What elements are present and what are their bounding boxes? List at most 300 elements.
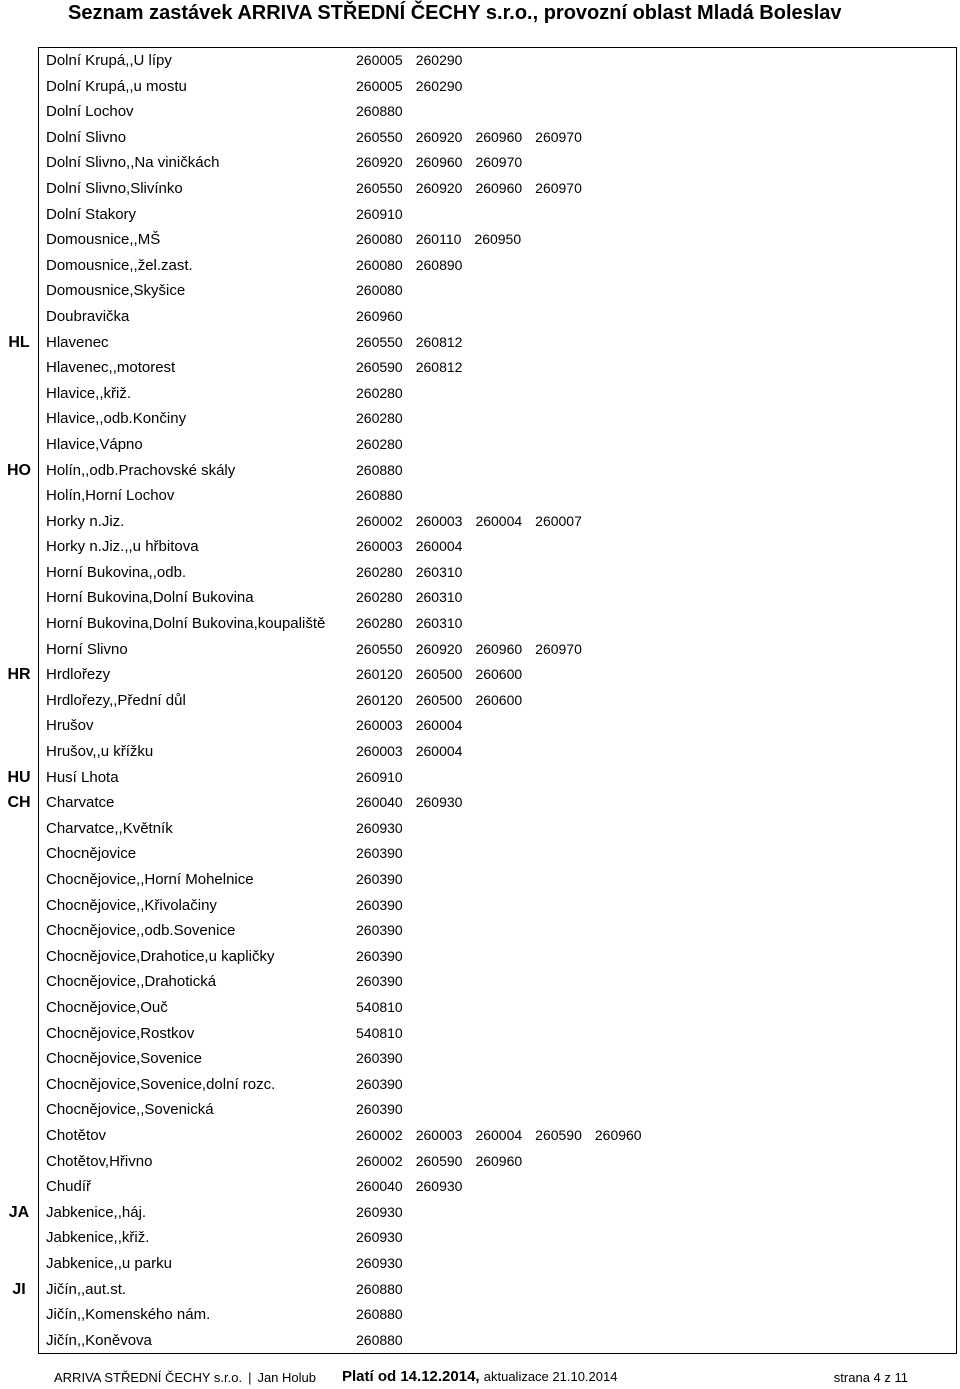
- list-item: [0, 202, 960, 228]
- stop-name: Dolní Lochov: [46, 103, 134, 121]
- line-numbers: [356, 304, 416, 330]
- section-letter: [0, 125, 38, 151]
- line-numbers: [356, 48, 475, 74]
- line-number: 260310: [415, 589, 463, 606]
- line-number: 260280: [356, 589, 403, 606]
- section-letter: [0, 304, 38, 330]
- line-number: 260970: [475, 154, 523, 171]
- line-number: 260280: [356, 410, 403, 427]
- list-item: [0, 125, 960, 151]
- section-letter: [0, 227, 38, 253]
- section-letter: [0, 841, 38, 867]
- stop-name: Chotětov,Hřivno: [46, 1152, 153, 1170]
- stop-name: Chocnějovice,Sovenice: [46, 1050, 202, 1068]
- line-number: 260960: [475, 640, 523, 657]
- line-number: 260390: [356, 896, 403, 913]
- list-item: [0, 688, 960, 714]
- line-number: 260005: [356, 77, 403, 94]
- line-numbers: [356, 1251, 416, 1277]
- line-numbers: [356, 381, 416, 407]
- stop-name: Hrušov,,u křížku: [46, 743, 154, 761]
- line-numbers: [356, 918, 416, 944]
- line-number: 260390: [356, 1101, 403, 1118]
- stop-name: Jabkenice,,u parku: [46, 1254, 172, 1272]
- section-letter: [0, 816, 38, 842]
- page-number: strana 4 z 11: [833, 1370, 908, 1385]
- line-number: 260550: [356, 640, 403, 657]
- stop-name: Holín,Horní Lochov: [46, 487, 175, 505]
- stop-name: Charvatce: [46, 794, 115, 812]
- line-numbers: [356, 662, 535, 688]
- list-item: [0, 560, 960, 586]
- list-item: [0, 1097, 960, 1123]
- line-number: 260390: [356, 973, 403, 990]
- list-item: [0, 176, 960, 202]
- section-letter: [0, 637, 38, 663]
- list-item: [0, 458, 960, 484]
- line-numbers: [356, 483, 416, 509]
- stop-name: Holín,,odb.Prachovské skály: [46, 461, 236, 479]
- list-item: [0, 150, 960, 176]
- stop-name: Hrdlořezy,,Přední důl: [46, 691, 186, 709]
- section-letter: [0, 48, 38, 74]
- section-letter: [0, 1251, 38, 1277]
- line-number: 260500: [415, 691, 463, 708]
- section-letter: [0, 1302, 38, 1328]
- list-item: [0, 253, 960, 279]
- line-number: 260550: [356, 179, 403, 196]
- line-number: 260550: [356, 333, 403, 350]
- line-number: 260910: [356, 205, 403, 222]
- line-number: 260002: [356, 512, 403, 529]
- section-letter: [0, 944, 38, 970]
- section-letter: [0, 406, 38, 432]
- footer-left: [54, 1370, 316, 1388]
- list-item: [0, 355, 960, 381]
- section-letter: [0, 1149, 38, 1175]
- line-number: 260890: [415, 256, 463, 273]
- line-numbers: [356, 509, 595, 535]
- line-numbers: [356, 1097, 416, 1123]
- section-letter: JI: [12, 1280, 26, 1298]
- stop-name: Dolní Slivno,Slivínko: [46, 179, 183, 197]
- list-item: [0, 304, 960, 330]
- section-letter: [0, 867, 38, 893]
- section-letter: [0, 534, 38, 560]
- stop-name: Doubravička: [46, 307, 130, 325]
- list-item: [0, 1225, 960, 1251]
- line-number: 260390: [356, 922, 403, 939]
- section-letter: [0, 381, 38, 407]
- section-letter: JA: [8, 1203, 30, 1221]
- line-numbers: [356, 1046, 416, 1072]
- list-item: [0, 611, 960, 637]
- line-number: 260280: [356, 435, 403, 452]
- line-numbers: [356, 150, 535, 176]
- list-item: [0, 995, 960, 1021]
- list-item: [0, 944, 960, 970]
- line-numbers: [356, 765, 416, 791]
- section-letter: [0, 995, 38, 1021]
- line-number: 260390: [356, 845, 403, 862]
- footer-author: Jan Holub: [257, 1370, 316, 1385]
- list-item: [0, 1277, 960, 1303]
- list-item: [0, 483, 960, 509]
- list-item: [0, 969, 960, 995]
- line-numbers: [356, 176, 595, 202]
- line-number: 260930: [356, 1254, 403, 1271]
- line-number: 260970: [535, 128, 582, 145]
- line-numbers: [356, 841, 416, 867]
- footer-company: ARRIVA STŘEDNÍ ČECHY s.r.o.: [54, 1370, 243, 1385]
- stop-name: Hlavenec: [46, 333, 109, 351]
- line-number: 260310: [415, 563, 463, 580]
- list-item: [0, 867, 960, 893]
- line-numbers: [356, 713, 475, 739]
- line-number: 260930: [356, 1203, 403, 1220]
- line-number: 260590: [415, 1152, 463, 1169]
- line-number: 260120: [356, 666, 403, 683]
- stop-name: Hlavice,Vápno: [46, 435, 143, 453]
- line-numbers: [356, 253, 475, 279]
- list-item: [0, 534, 960, 560]
- list-item: [0, 1021, 960, 1047]
- stop-name: Jičín,,Koněvova: [46, 1331, 152, 1349]
- stop-name: Horní Slivno: [46, 640, 128, 658]
- stop-name: Domousnice,,MŠ: [46, 231, 161, 249]
- line-number: 260080: [356, 256, 403, 273]
- section-letter: [0, 1021, 38, 1047]
- section-letter: [0, 739, 38, 765]
- line-number: 260004: [415, 717, 463, 734]
- line-number: 260960: [475, 1152, 523, 1169]
- list-item: [0, 790, 960, 816]
- section-letter: [0, 1225, 38, 1251]
- stop-name: Chocnějovice,,Drahotická: [46, 973, 217, 991]
- line-numbers: [356, 1149, 535, 1175]
- line-numbers: [356, 432, 416, 458]
- stop-name: Domousnice,,žel.zast.: [46, 256, 193, 274]
- section-letter: [0, 176, 38, 202]
- line-number: 260390: [356, 1050, 403, 1067]
- line-number: 260590: [356, 359, 403, 376]
- stop-name: Jičín,,aut.st.: [46, 1280, 127, 1298]
- stop-name: Dolní Krupá,,u mostu: [46, 77, 187, 95]
- line-number: 260500: [415, 666, 463, 683]
- line-number: 260880: [356, 103, 403, 120]
- line-numbers: [356, 1328, 416, 1354]
- stop-name: Chudíř: [46, 1178, 92, 1196]
- line-numbers: [356, 355, 475, 381]
- line-numbers: [356, 1225, 416, 1251]
- section-letter: [0, 918, 38, 944]
- line-number: 260007: [535, 512, 582, 529]
- list-item: [0, 278, 960, 304]
- line-number: 260880: [356, 1306, 403, 1323]
- line-numbers: [356, 944, 416, 970]
- line-number: 260004: [475, 512, 523, 529]
- stop-name: Chocnějovice,Sovenice,dolní rozc.: [46, 1075, 276, 1093]
- section-letter: HL: [8, 333, 30, 351]
- line-number: 260002: [356, 1152, 403, 1169]
- line-number: 260120: [356, 691, 403, 708]
- line-number: 260590: [535, 1126, 582, 1143]
- line-number: 260960: [594, 1126, 642, 1143]
- stop-name: Chocnějovice: [46, 845, 137, 863]
- line-number: 260920: [415, 179, 463, 196]
- list-item: [0, 637, 960, 663]
- list-item: [0, 509, 960, 535]
- page-title: Seznam zastávek ARRIVA STŘEDNÍ ČECHY s.r.o., provozní oblast Mladá Boleslav: [68, 2, 842, 24]
- section-letter: [0, 688, 38, 714]
- list-item: [0, 432, 960, 458]
- footer-separator: |: [248, 1370, 252, 1385]
- list-item: [0, 585, 960, 611]
- line-numbers: [356, 278, 416, 304]
- stop-name: Chocnějovice,,Křivolačiny: [46, 896, 217, 914]
- line-number: 260600: [475, 691, 523, 708]
- list-item: [0, 713, 960, 739]
- stop-name: Horky n.Jiz.,,u hřbitova: [46, 538, 199, 556]
- line-numbers: [356, 816, 416, 842]
- line-number: 260003: [415, 512, 463, 529]
- list-item: [0, 48, 960, 74]
- stop-name: Dolní Stakory: [46, 205, 137, 223]
- section-letter: [0, 1097, 38, 1123]
- list-item: [0, 765, 960, 791]
- stop-name: Horní Bukovina,Dolní Bukovina: [46, 589, 254, 607]
- section-letter: [0, 611, 38, 637]
- section-letter: [0, 560, 38, 586]
- list-item: [0, 406, 960, 432]
- line-number: 260390: [356, 947, 403, 964]
- section-letter: [0, 150, 38, 176]
- line-number: 260920: [356, 154, 403, 171]
- stop-name: Chocnějovice,,odb.Sovenice: [46, 922, 236, 940]
- section-letter: [0, 1328, 38, 1354]
- stop-name: Domousnice,Skyšice: [46, 282, 186, 300]
- list-item: [0, 227, 960, 253]
- line-number: 260970: [535, 640, 582, 657]
- line-number: 260280: [356, 384, 403, 401]
- stop-name: Chocnějovice,,Horní Mohelnice: [46, 871, 254, 888]
- list-item: [0, 816, 960, 842]
- line-number: 260290: [415, 52, 463, 68]
- section-letter: [0, 355, 38, 381]
- stop-name: Chocnějovice,Rostkov: [46, 1024, 195, 1042]
- section-letter: [0, 278, 38, 304]
- line-number: 260280: [356, 615, 403, 632]
- line-numbers: [356, 688, 535, 714]
- line-numbers: [356, 969, 416, 995]
- stop-name: Chocnějovice,Ouč: [46, 998, 168, 1016]
- section-letter: [0, 483, 38, 509]
- section-letter: [0, 253, 38, 279]
- line-number: 260390: [356, 871, 403, 887]
- line-numbers: [356, 406, 416, 432]
- line-number: 260080: [356, 282, 403, 299]
- line-numbers: [356, 1277, 416, 1303]
- line-number: 260930: [356, 819, 403, 836]
- line-numbers: [356, 611, 475, 637]
- stop-name: Chocnějovice,,Sovenická: [46, 1101, 214, 1119]
- line-numbers: [356, 585, 475, 611]
- line-number: 260550: [356, 128, 403, 145]
- stop-name: Horní Bukovina,,odb.: [46, 563, 187, 581]
- stop-name: Charvatce,,Květník: [46, 819, 173, 837]
- section-letter: HU: [7, 768, 31, 786]
- line-number: 260812: [415, 359, 463, 376]
- section-letter: [0, 1072, 38, 1098]
- line-number: 260930: [356, 1229, 403, 1246]
- footer-validity: [342, 1368, 617, 1385]
- line-number: 260040: [356, 794, 403, 811]
- section-letter: [0, 202, 38, 228]
- line-numbers: [356, 227, 534, 253]
- list-item: [0, 1046, 960, 1072]
- line-number: 260960: [475, 179, 523, 196]
- stop-name: Husí Lhota: [46, 768, 119, 786]
- stop-name: Hrdlořezy: [46, 666, 111, 684]
- list-item: [0, 662, 960, 688]
- stop-name: Hrušov: [46, 717, 94, 735]
- list-item: [0, 1149, 960, 1175]
- list-item: [0, 1251, 960, 1277]
- line-number: 260290: [415, 77, 463, 94]
- line-number: 260600: [475, 666, 523, 683]
- line-number: 260950: [474, 231, 522, 248]
- list-item: [0, 1302, 960, 1328]
- line-number: 260910: [356, 768, 403, 785]
- line-number: 260812: [415, 333, 463, 350]
- line-numbers: [356, 790, 475, 816]
- line-numbers: [356, 1302, 416, 1328]
- line-numbers: [356, 458, 416, 484]
- line-number: 260930: [415, 1178, 463, 1195]
- line-numbers: [356, 1174, 475, 1200]
- list-item: [0, 1072, 960, 1098]
- line-number: 260960: [475, 128, 523, 145]
- section-letter: [0, 74, 38, 100]
- stop-name: Hlavice,,křiž.: [46, 384, 132, 402]
- line-numbers: [356, 560, 475, 586]
- list-item: [0, 1328, 960, 1354]
- line-number: 260310: [415, 615, 463, 632]
- line-numbers: [356, 330, 475, 356]
- line-number: 260930: [415, 794, 463, 811]
- line-numbers: [356, 202, 416, 228]
- line-number: 260880: [356, 461, 403, 478]
- list-item: [0, 739, 960, 765]
- stop-name: Hlavenec,,motorest: [46, 359, 176, 377]
- section-letter: [0, 1123, 38, 1149]
- stop-name: Chocnějovice,Drahotice,u kapličky: [46, 947, 275, 965]
- line-number: 260004: [475, 1126, 523, 1143]
- section-letter: [0, 893, 38, 919]
- line-number: 260110: [415, 231, 462, 248]
- footer-valid-from: Platí od 14.12.2014,: [342, 1368, 480, 1385]
- line-number: 260390: [356, 1075, 403, 1092]
- line-number: 260003: [356, 538, 403, 555]
- stop-name: Jabkenice,,háj.: [46, 1203, 147, 1221]
- line-number: 540810: [356, 998, 403, 1015]
- stop-name: Dolní Krupá,,U lípy: [46, 52, 172, 69]
- stop-name: Hlavice,,odb.Končiny: [46, 410, 187, 428]
- line-numbers: [356, 534, 475, 560]
- section-letter: HR: [7, 666, 31, 684]
- line-number: 260920: [415, 640, 463, 657]
- line-number: 260970: [535, 179, 582, 196]
- line-number: 260080: [356, 231, 403, 248]
- line-number: 260040: [356, 1178, 403, 1195]
- line-numbers: [356, 1072, 416, 1098]
- line-number: 260002: [356, 1126, 403, 1143]
- line-number: 260880: [356, 1331, 403, 1348]
- list-item: [0, 1123, 960, 1149]
- list-item: [0, 381, 960, 407]
- stop-name: Horní Bukovina,Dolní Bukovina,koupaliště: [46, 615, 326, 633]
- line-numbers: [356, 1200, 416, 1226]
- stop-list: [0, 48, 960, 1353]
- section-letter: [0, 432, 38, 458]
- list-item: [0, 330, 960, 356]
- line-numbers: [356, 637, 595, 663]
- line-numbers: [356, 1021, 416, 1047]
- stop-name: Horky n.Jiz.: [46, 512, 125, 530]
- stop-name: Chotětov: [46, 1126, 107, 1144]
- section-letter: [0, 585, 38, 611]
- list-item: [0, 99, 960, 125]
- line-number: 260003: [356, 717, 403, 734]
- section-letter: [0, 969, 38, 995]
- section-letter: [0, 99, 38, 125]
- stop-name: Jabkenice,,křiž.: [46, 1229, 150, 1247]
- line-number: 260003: [415, 1126, 463, 1143]
- line-number: 260880: [356, 487, 403, 504]
- footer-update: aktualizace 21.10.2014: [483, 1369, 618, 1384]
- line-number: 260004: [415, 538, 463, 555]
- section-letter: [0, 1174, 38, 1200]
- list-item: [0, 1200, 960, 1226]
- line-number: 260880: [356, 1280, 403, 1297]
- section-letter: CH: [7, 794, 31, 812]
- line-numbers: [356, 995, 416, 1021]
- line-number: 260920: [415, 128, 463, 145]
- section-letter: HO: [7, 461, 31, 479]
- section-letter: [0, 1046, 38, 1072]
- stop-name: Dolní Slivno,,Na viničkách: [46, 154, 220, 172]
- line-number: 260005: [356, 52, 403, 68]
- stop-name: Dolní Slivno: [46, 128, 127, 146]
- line-number: 260960: [356, 307, 403, 324]
- line-numbers: [356, 1123, 655, 1149]
- line-numbers: [356, 893, 416, 919]
- line-numbers: [356, 739, 475, 765]
- stop-name: Jičín,,Komenského nám.: [46, 1306, 211, 1324]
- line-numbers: [356, 99, 416, 125]
- line-number: 260280: [356, 563, 403, 580]
- section-letter: [0, 713, 38, 739]
- list-item: [0, 918, 960, 944]
- line-numbers: [356, 74, 475, 100]
- list-item: [0, 74, 960, 100]
- list-item: [0, 893, 960, 919]
- line-number: 540810: [356, 1024, 403, 1041]
- line-number: 260960: [415, 154, 463, 171]
- section-letter: [0, 509, 38, 535]
- line-numbers: [356, 125, 595, 151]
- line-numbers: [356, 867, 416, 893]
